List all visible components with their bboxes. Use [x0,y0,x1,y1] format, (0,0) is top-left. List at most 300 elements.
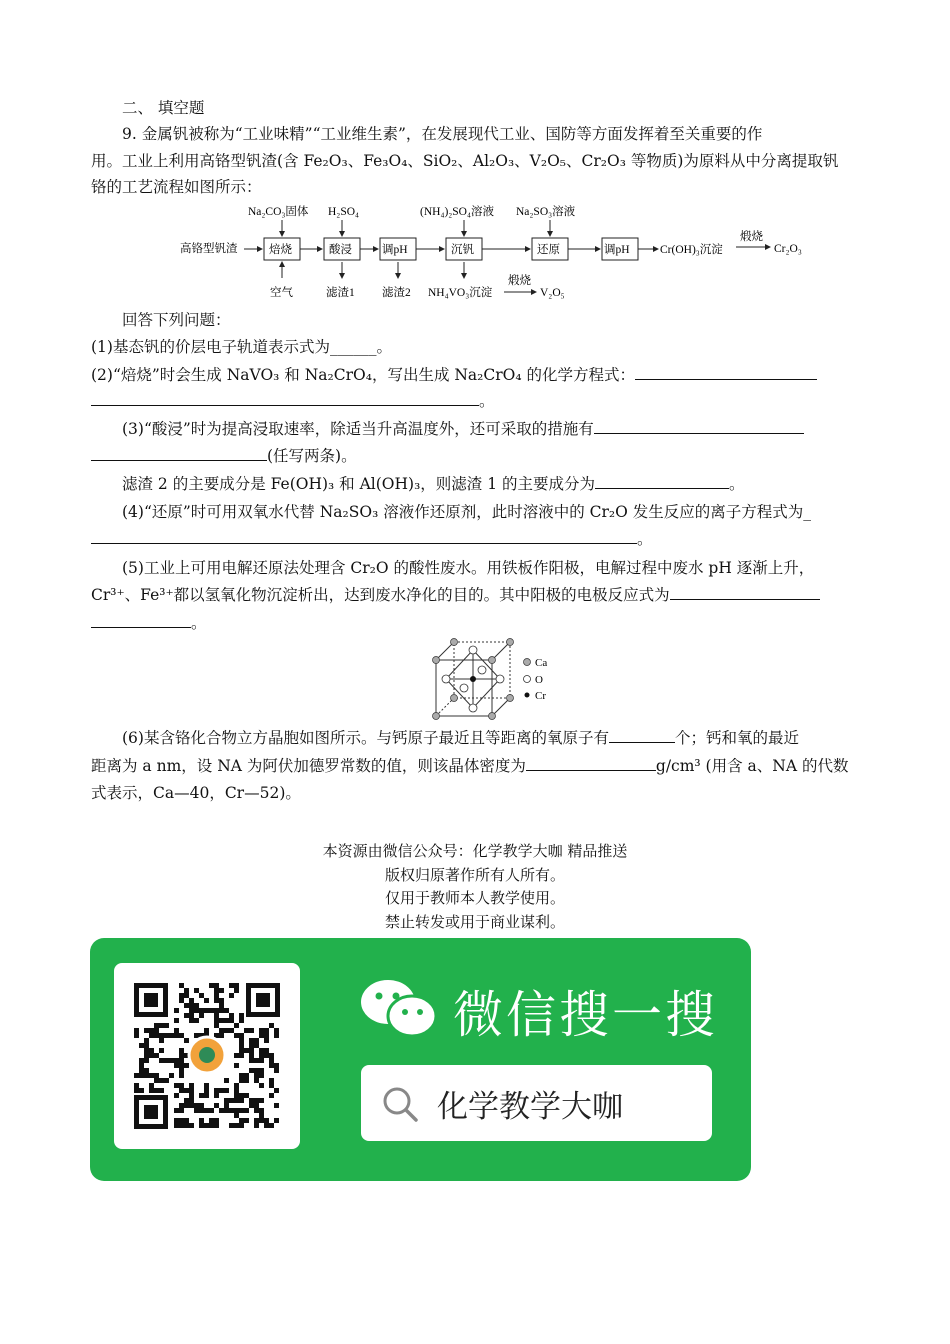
qr-module [184,1038,189,1043]
qr-module [194,1033,199,1038]
question-intro-line1: 9. 金属钒被称为“工业味精”“工业维生素”，在发展现代工业、国防等方面发挥着至关重要的作 [122,125,763,143]
qr-module [214,1103,219,1108]
qr-module [199,1093,204,1098]
qr-module [199,1008,204,1013]
qr-module [224,1108,229,1113]
qr-module [259,1108,264,1113]
qr-module [234,1083,239,1088]
qr-module [249,1048,254,1053]
qr-module [144,1073,149,1078]
qr-module [149,1083,154,1088]
qr-module [264,1053,269,1058]
qr-module [159,1023,164,1028]
flow-input-na2so3: Na₂SO₃溶液 [516,206,576,218]
qr-module [184,1013,189,1018]
question-6-text-a: (6)某含铬化合物立方晶胞如图所示。与钙原子最近且等距离的氧原子有 [122,729,609,747]
qr-module [219,1033,224,1038]
legend-o: O [535,674,543,686]
qr-module [164,1078,169,1083]
question-4: (4)“还原”时可用双氧水代替 Na₂SO₃ 溶液作还原剂，此时溶液中的 Cr₂O 发生反应的离子方程式为_ [122,503,812,521]
qr-module [179,1073,184,1078]
question-5: (5)工业上可用电解还原法处理含 Cr₂O 的酸性废水。用铁板作阳极，电解过程中废水 pH 逐渐上升， [122,559,815,577]
qr-module [229,1028,234,1033]
qr-module [184,1088,189,1093]
qr-module [254,1038,259,1043]
banner-title: 微信搜一搜 [453,986,718,1044]
qr-module [219,1008,224,1013]
period-2: 。 [479,392,495,410]
qr-module [149,1088,154,1093]
qr-module [239,1078,244,1083]
blank-6a [609,728,675,743]
blank-3a [594,419,804,434]
qr-module [214,993,219,998]
qr-module [234,1108,239,1113]
qr-module [239,1053,244,1058]
qr-module [174,1018,179,1023]
qr-module [159,1078,164,1083]
qr-module [274,1063,279,1068]
qr-module [204,1028,209,1033]
qr-module [159,1038,164,1043]
qr-module [184,988,189,993]
qr-module [174,1063,179,1068]
qr-module [229,1123,234,1128]
banner-search-text: 化学教学大咖 [437,1089,623,1125]
question-4-cont [91,528,861,550]
qr-module [189,1018,194,1023]
qr-module [214,998,219,1003]
qr-module [169,1058,174,1063]
qr-module [184,1098,189,1103]
qr-module [184,1103,189,1108]
qr-module [234,1123,239,1128]
qr-module [219,998,224,1003]
qr-module [199,1108,204,1113]
flow-output-nh4vo3: NH₄VO₃沉淀 [428,287,493,299]
blank-2b [91,391,479,406]
qr-module [244,1093,249,1098]
qr-module [254,1073,259,1078]
qr-module [269,1083,274,1088]
qr-module [204,1008,209,1013]
qr-module [229,1013,234,1018]
qr-module [244,1118,249,1123]
qr-module [139,1063,144,1068]
qr-module [179,1088,184,1093]
qr-module [139,1073,144,1078]
flow-product-v2o5: V₂O₅ [540,287,565,299]
qr-module [224,1028,229,1033]
qr-module [254,1103,259,1108]
blank-3b [91,446,267,461]
qr-module [219,1028,224,1033]
qr-module [254,1123,259,1128]
flow-step-adjust-ph-1: 调pH [382,244,408,256]
flow-product-croh3: Cr(OH)₃沉淀 [660,244,723,256]
qr-module [214,1013,219,1018]
qr-module [184,993,189,998]
qr-module [254,1068,259,1073]
qr-module [159,1058,164,1063]
qr-module [134,1073,139,1078]
qr-module [234,1033,239,1038]
qr-module [194,988,199,993]
flow-step-adjust-ph-2: 调pH [604,244,630,256]
question-2-text: (2)“焙烧”时会生成 NaVO₃ 和 Na₂CrO₄，写出生成 Na₂CrO₄ 的化学方程式： [91,366,635,384]
qr-module [194,1018,199,1023]
qr-module [169,1073,174,1078]
qr-module [209,1118,214,1123]
qr-module [249,1068,254,1073]
qr-module [244,1073,249,1078]
process-flowchart [170,200,820,305]
qr-module [229,1098,234,1103]
footer-line-2: 版权归原著作所有人所有。 [384,865,565,884]
question-2 [91,364,861,386]
qr-module [229,993,234,998]
qr-module [189,998,194,1003]
question-intro-line3: 铬的工艺流程如图所示： [91,178,262,196]
qr-module [189,1123,194,1128]
qr-module [214,1018,219,1023]
qr-module [234,1093,239,1098]
qr-module [214,983,219,988]
qr-module [174,1028,179,1033]
qr-module [139,1058,144,1063]
qr-module [174,1093,179,1098]
blank-3c [595,474,729,489]
flow-output-air: 空气 [270,287,293,299]
qr-module [139,1043,144,1048]
qr-module [234,983,239,988]
qr-module [274,1028,279,1033]
question-5-cont [91,584,861,606]
qr-module [224,1088,229,1093]
qr-module [229,1018,234,1023]
qr-module [239,1098,244,1103]
qr-module [189,1088,194,1093]
qr-module [179,1048,184,1053]
qr-module [249,1043,254,1048]
qr-module [194,1108,199,1113]
qr-module [259,1068,264,1073]
qr-module [259,1048,264,1053]
qr-module [234,1053,239,1058]
qr-module [189,1103,194,1108]
qr-module [219,988,224,993]
qr-module [239,1018,244,1023]
qr-module [174,1108,179,1113]
qr-module [224,1078,229,1083]
qr-module [249,1098,254,1103]
qr-module [254,1108,259,1113]
qr-module [249,1058,254,1063]
flow-start: 高铬型钒渣 [180,243,238,255]
qr-module [144,1053,149,1058]
qr-module [269,1093,274,1098]
question-6-text-d: g/cm³ (用含 a、NA 的代数 [655,757,849,775]
qr-module [274,1033,279,1038]
qr-module [144,1038,149,1043]
qr-module [239,1033,244,1038]
question-intro-line2: 用。工业上利用高铬型钒渣(含 Fe₂O₃、Fe₃O₄、SiO₂、Al₂O₃、V₂O₅、Cr₂O₃ 等物质)为原料从中分离提取钒 [91,152,839,170]
qr-module [204,1093,209,1098]
qr-module [149,1073,154,1078]
question-3 [122,418,892,440]
question-2-cont [91,390,861,412]
qr-module [134,1033,139,1038]
qr-module [234,1063,239,1068]
qr-module [194,1008,199,1013]
qr-module [274,1103,279,1108]
flowchart-svg [170,200,820,305]
blank-5a [670,585,820,600]
qr-module [174,1008,179,1013]
question-1: (1)基态钒的价层电子轨道表示式为______。 [91,338,392,356]
qr-module [234,988,239,993]
qr-module [204,1108,209,1113]
qr-module [179,1053,184,1058]
qr-module [259,1083,264,1088]
question-3-cont [91,445,861,467]
qr-module [254,1058,259,1063]
question-5-cont2 [91,612,861,634]
qr-module [179,1123,184,1128]
qr-module [224,1018,229,1023]
qr-module [219,1003,224,1008]
qr-module [159,1088,164,1093]
qr-module [154,1053,159,1058]
qr-module [244,1028,249,1033]
qr-module [259,1098,264,1103]
qr-module [259,1033,264,1038]
qr-module [144,1028,149,1033]
question-3-note: (任写两条)。 [267,447,357,465]
qr-module [264,1118,269,1123]
qr-module [184,1123,189,1128]
qr-module [214,1008,219,1013]
qr-module [224,1098,229,1103]
qr-module [174,1083,179,1088]
footer-line-1: 本资源由微信公众号：化学教学大咖 精品推送 [322,842,628,860]
qr-module [179,993,184,998]
qr-module [159,1048,164,1053]
flow-product-cr2o3: Cr₂O₃ [774,243,802,255]
qr-module [224,1008,229,1013]
qr-module [194,1003,199,1008]
banner-search-box[interactable] [361,1065,712,1141]
qr-module [269,1078,274,1083]
qr-module [244,1048,249,1053]
qr-module [179,1068,184,1073]
qr-module [189,1013,194,1018]
flow-step-precip-v: 沉钒 [451,244,474,256]
qr-module [189,1093,194,1098]
qr-module [189,1008,194,1013]
crystal-cell-diagram [430,636,560,722]
qr-module [254,1078,259,1083]
qr-module [219,1108,224,1113]
qr-module [189,1098,194,1103]
qr-module [214,988,219,993]
qr-module [154,1028,159,1033]
question-5-text: Cr³⁺、Fe³⁺都以氢氧化物沉淀析出，达到废水净化的目的。其中阳极的电极反应式为 [91,586,670,604]
qr-module [249,1053,254,1058]
flow-input-na2co3: Na₂CO₃固体 [248,206,309,218]
qr-module [194,1103,199,1108]
qr-module [264,1038,269,1043]
qr-module [154,1033,159,1038]
qr-module [164,1058,169,1063]
qr-module [169,1033,174,1038]
qr-module [254,1098,259,1103]
legend-ca: Ca [535,657,548,669]
flow-calcine-label-2: 煅烧 [508,275,531,287]
qr-module [179,1108,184,1113]
qr-module [189,1083,194,1088]
qr-module [149,1028,154,1033]
qr-module [239,1038,244,1043]
qr-module [239,1043,244,1048]
qr-module [209,1008,214,1013]
qr-module [154,1078,159,1083]
qr-module [254,1043,259,1048]
answer-prompt: 回答下列问题： [122,311,231,329]
qr-module [134,1088,139,1093]
qr-module [264,1048,269,1053]
footer-line-3: 仅用于教师本人教学使用。 [384,889,565,907]
qr-module [274,1118,279,1123]
qr-module [259,1028,264,1033]
period-4: 。 [637,530,653,548]
qr-module [174,1058,179,1063]
qr-module [199,993,204,998]
flow-step-roast: 焙烧 [269,244,292,256]
footer-line-4: 禁止转发或用于商业谋利。 [384,912,565,931]
question-6 [122,727,892,749]
blank-5b [91,613,191,628]
qr-module [239,1013,244,1018]
qr-module [234,1088,239,1093]
qr-module [149,1053,154,1058]
qr-module [214,1118,219,1123]
qr-module [219,1088,224,1093]
qr-code-card [114,963,300,1149]
qr-module [239,1123,244,1128]
period-3: 。 [729,475,745,493]
qr-module [179,1063,184,1068]
crystal-svg [430,636,560,722]
qr-module [264,1028,269,1033]
qr-module [184,1118,189,1123]
flow-input-nh4so4: (NH₄)₂SO₄溶液 [420,206,494,218]
qr-module [239,1093,244,1098]
qr-module [189,1003,194,1008]
question-6-text-c: 距离为 a nm，设 NA 为阿伏加德罗常数的值，则该晶体密度为 [91,757,526,775]
qr-module [269,1063,274,1068]
qr-module [139,1068,144,1073]
qr-module [239,1108,244,1113]
qr-module [214,1088,219,1093]
qr-module [249,1028,254,1033]
qr-module [179,1033,184,1038]
qr-module [274,1068,279,1073]
qr-module [144,1058,149,1063]
qr-module [264,1033,269,1038]
question-3-residue-text: 滤渣 2 的主要成分是 Fe(OH)₃ 和 Al(OH)₃，则滤渣 1 的主要成分为 [122,475,596,493]
question-6-cont2: 式表示，Ca—40，Cr—52)。 [91,784,301,802]
qr-module [184,1063,189,1068]
qr-module [259,1053,264,1058]
search-icon [381,1085,419,1123]
qr-module [259,1073,264,1078]
blank-6b [526,756,656,771]
qr-module [144,1043,149,1048]
qr-module [239,1118,244,1123]
flow-input-h2so4: H₂SO₄ [328,206,360,218]
qr-module [184,1003,189,1008]
qr-module [249,1103,254,1108]
wechat-search-banner[interactable] [90,938,751,1181]
qr-module [254,1118,259,1123]
qr-module [209,1108,214,1113]
blank-2a [635,365,817,380]
qr-module [149,1033,154,1038]
qr-module [199,1013,204,1018]
qr-module [234,1098,239,1103]
qr-module [154,1023,159,1028]
qr-module [134,1083,139,1088]
qr-module [214,1023,219,1028]
qr-module [219,1018,224,1023]
qr-module [249,1038,254,1043]
question-6-text-b: 个；钙和氧的最近 [674,729,799,747]
qr-code-icon [114,963,300,1149]
qr-module [179,1083,184,1088]
qr-module [244,1078,249,1083]
question-6-cont [91,755,861,777]
qr-module [149,1048,154,1053]
footer-notice [0,840,950,934]
qr-module [179,1058,184,1063]
qr-module [244,1108,249,1113]
qr-module [214,1093,219,1098]
qr-module [164,1033,169,1038]
qr-module [264,1123,269,1128]
qr-module [144,1048,149,1053]
qr-module [154,1073,159,1078]
qr-module [154,1088,159,1093]
qr-module [229,983,234,988]
qr-module [209,1123,214,1128]
flow-step-acid-leach: 酸浸 [329,244,352,256]
qr-module [229,1108,234,1113]
qr-module [179,1103,184,1108]
qr-module [274,1088,279,1093]
qr-module [204,998,209,1003]
qr-module [199,1103,204,1108]
qr-module [199,1123,204,1128]
qr-module [239,1048,244,1053]
qr-module [234,1023,239,1028]
qr-module [199,1118,204,1123]
qr-module [234,1113,239,1118]
flow-step-reduce: 还原 [537,244,560,256]
qr-module [174,1033,179,1038]
qr-module [139,1088,144,1093]
flow-calcine-label-1: 煅烧 [740,231,763,243]
